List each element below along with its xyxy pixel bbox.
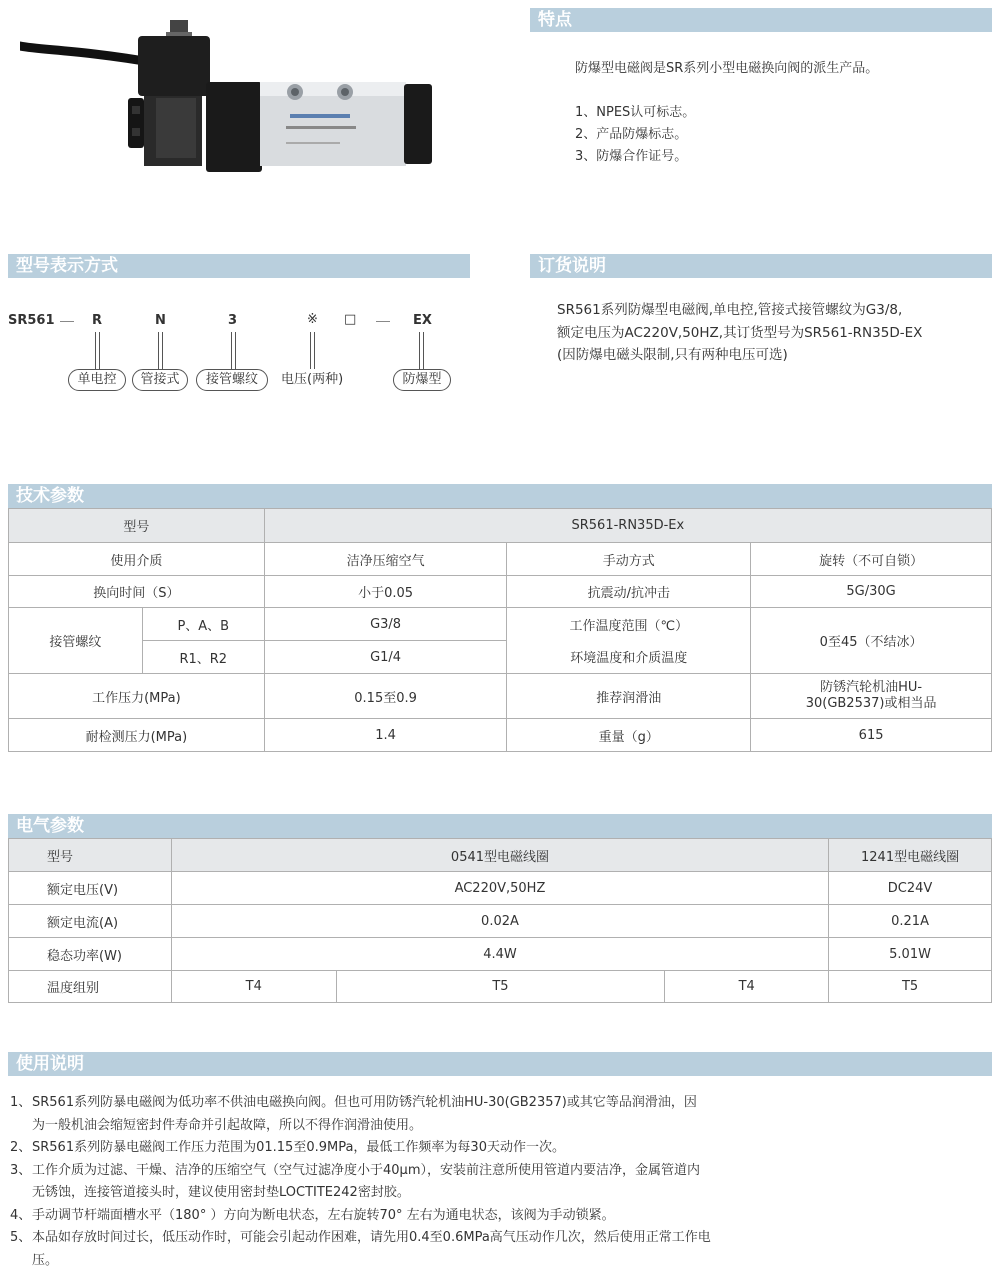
table-row [9,608,992,641]
elec-temp-label: 温度组别 [9,971,172,1003]
model-code-voltage: ※ [307,312,318,327]
elec-power-0541: 4.4W [171,938,828,971]
tech-lube-value [751,674,992,719]
usage-item-line: 无锈蚀，连接管道接头时，建议使用密封垫LOCTITE242密封胶。 [32,1185,410,1200]
order-title: 订货说明 [538,256,606,276]
usage-item [10,1205,800,1228]
guide-line [231,332,232,369]
tech-shock-value: 5G/30G [751,576,992,608]
usage-item [10,1227,800,1272]
tech-pressure-value: 0.15至0.9 [264,674,507,719]
guide-line [423,332,424,369]
tech-temp-value: 0至45（不结冰） [751,608,992,674]
table-row [9,905,992,938]
order-line: (因防爆电磁头限制,只有两种电压可选) [557,347,788,363]
usage-section-header [8,1052,992,1076]
tech-lube-value-line: 30(GB2537)或相当品 [805,696,937,711]
table-row [9,509,992,543]
elec-title: 电气参数 [16,816,84,836]
table-row [9,872,992,905]
elec-params-table [8,838,992,1003]
tech-model-label: 型号 [9,509,265,543]
elec-current-0541: 0.02A [171,905,828,938]
elec-temp-group: T4 [171,971,336,1003]
guide-line [95,332,96,369]
usage-item-line: 压。 [32,1252,59,1268]
usage-item [10,1092,800,1137]
usage-item-number: 5、 [10,1230,32,1245]
usage-title: 使用说明 [16,1054,84,1074]
model-code-box: □ [344,312,357,327]
label-explosion-proof: 防爆型 [393,369,451,391]
tech-manual-label: 手动方式 [507,543,751,576]
usage-item-number: 2、 [10,1140,32,1155]
tech-temp-label: 工作温度范围（℃） [507,608,751,641]
table-row [9,839,992,872]
order-line: 额定电压为AC220V,50HZ,其订货型号为SR561-RN35D-EX [557,325,923,341]
label-thread: 接管螺纹 [196,369,268,391]
elec-section-header [8,814,992,838]
guide-line [310,332,311,369]
model-code-3: 3 [228,313,238,328]
model-code-series: SR561 [8,313,55,328]
usage-item-line: 为一般机油会缩短密封件寿命并引起故障，所以不得作润滑油使用。 [32,1117,423,1133]
table-row [9,971,992,1003]
elec-voltage-label: 额定电压(V) [9,872,172,905]
usage-item-line: SR561系列防暴电磁阀为低功率不供油电磁换向阀。但也可用防锈汽轮机油HU-30(GB2357)或其它等品润滑油，因 [32,1095,697,1110]
tech-thread-label: 接管螺纹 [9,608,143,674]
table-row [9,674,992,719]
tech-proof-value: 1.4 [264,719,507,752]
tech-thread-pab-label: P、A、B [142,608,264,641]
usage-item [10,1160,800,1205]
tech-shock-label: 抗震动/抗冲击 [507,576,751,608]
features-section-header [530,8,992,32]
tech-thread-pab-value: G3/8 [264,608,507,641]
tech-lube-value-line: 防锈汽轮机油HU- [820,680,923,695]
tech-thread-r-label: R1、R2 [142,641,264,674]
elec-coil-1241: 1241型电磁线圈 [829,839,992,872]
table-row [9,576,992,608]
guide-line [314,332,315,369]
elec-coil-0541: 0541型电磁线圈 [171,839,828,872]
guide-line [235,332,236,369]
model-section-header [8,254,470,278]
tech-pressure-label: 工作压力(MPa) [9,674,265,719]
usage-item-number: 1、 [10,1095,32,1110]
label-single-control: 单电控 [68,369,126,391]
order-line: SR561系列防爆型电磁阀,单电控,管接式接管螺纹为G3/8, [557,302,903,318]
separator-dash [60,321,74,322]
tech-medium-value: 洁净压缩空气 [264,543,507,576]
usage-item [10,1137,800,1160]
features-intro: 防爆型电磁阀是SR系列小型电磁换向阀的派生产品。 [575,61,879,76]
feature-item: 3、防爆合作证号。 [575,149,688,164]
product-image [20,10,460,210]
usage-list [10,1092,800,1272]
tech-thread-r-value: G1/4 [264,641,507,674]
guide-line [158,332,159,369]
elec-temp-group: T4 [665,971,829,1003]
separator-dash [376,321,390,322]
elec-temp-group: T5 [336,971,665,1003]
model-code-r: R [92,313,103,328]
elec-current-label: 额定电流(A) [9,905,172,938]
guide-line [162,332,163,369]
elec-current-1241: 0.21A [829,905,992,938]
table-row [9,719,992,752]
tech-section-header [8,484,992,508]
tech-proof-label: 耐检测压力(MPa) [9,719,265,752]
feature-item: 1、NPES认可标志。 [575,105,696,120]
table-row [9,938,992,971]
elec-voltage-1241: DC24V [829,872,992,905]
label-pipe-type: 管接式 [132,369,188,391]
model-title: 型号表示方式 [16,256,118,276]
table-row [9,543,992,576]
guide-line [99,332,100,369]
usage-item-line: SR561系列防暴电磁阀工作压力范围为01.15至0.9MPa，最低工作频率为每30天动作一次。 [32,1140,565,1155]
usage-item-line: 手动调节杆端面槽水平（180° ）方向为断电状态，左右旋转70° 左右为通电状态，该阀为手动锁紧。 [32,1207,615,1223]
elec-power-label: 稳态功率(W) [9,938,172,971]
tech-title: 技术参数 [16,486,84,506]
model-code-ex: EX [413,313,432,328]
elec-temp-group: T5 [829,971,992,1003]
label-voltage: 电压(两种) [281,372,344,387]
tech-switch-value: 小于0.05 [264,576,507,608]
usage-item-number: 4、 [10,1207,32,1223]
tech-lube-label: 推荐润滑油 [507,674,751,719]
elec-model-label: 型号 [9,839,172,872]
tech-weight-value: 615 [751,719,992,752]
tech-switch-label: 换向时间（S） [9,576,265,608]
order-section-header [530,254,992,278]
usage-item-line: 工作介质为过滤、干燥、洁净的压缩空气（空气过滤净度小于40μm），安装前注意所使用管道内要洁净，金属管道内 [32,1162,700,1178]
usage-item-line: 本品如存放时间过长，低压动作时，可能会引起动作困难，请先用0.4至0.6MPa高气压动作几次，然后使用正常工作电 [32,1230,711,1245]
tech-weight-label: 重量（g） [507,719,751,752]
features-title: 特点 [538,10,572,30]
feature-item: 2、产品防爆标志。 [575,127,688,142]
usage-item-number: 3、 [10,1162,32,1178]
tech-medium-label: 使用介质 [9,543,265,576]
tech-env-label: 环境温度和介质温度 [507,641,751,674]
tech-model-value: SR561-RN35D-Ex [264,509,991,543]
guide-line [419,332,420,369]
tech-manual-value: 旋转（不可自锁） [751,543,992,576]
elec-power-1241: 5.01W [829,938,992,971]
model-code-n: N [155,313,166,328]
elec-voltage-0541: AC220V,50HZ [171,872,828,905]
tech-params-table [8,508,992,752]
